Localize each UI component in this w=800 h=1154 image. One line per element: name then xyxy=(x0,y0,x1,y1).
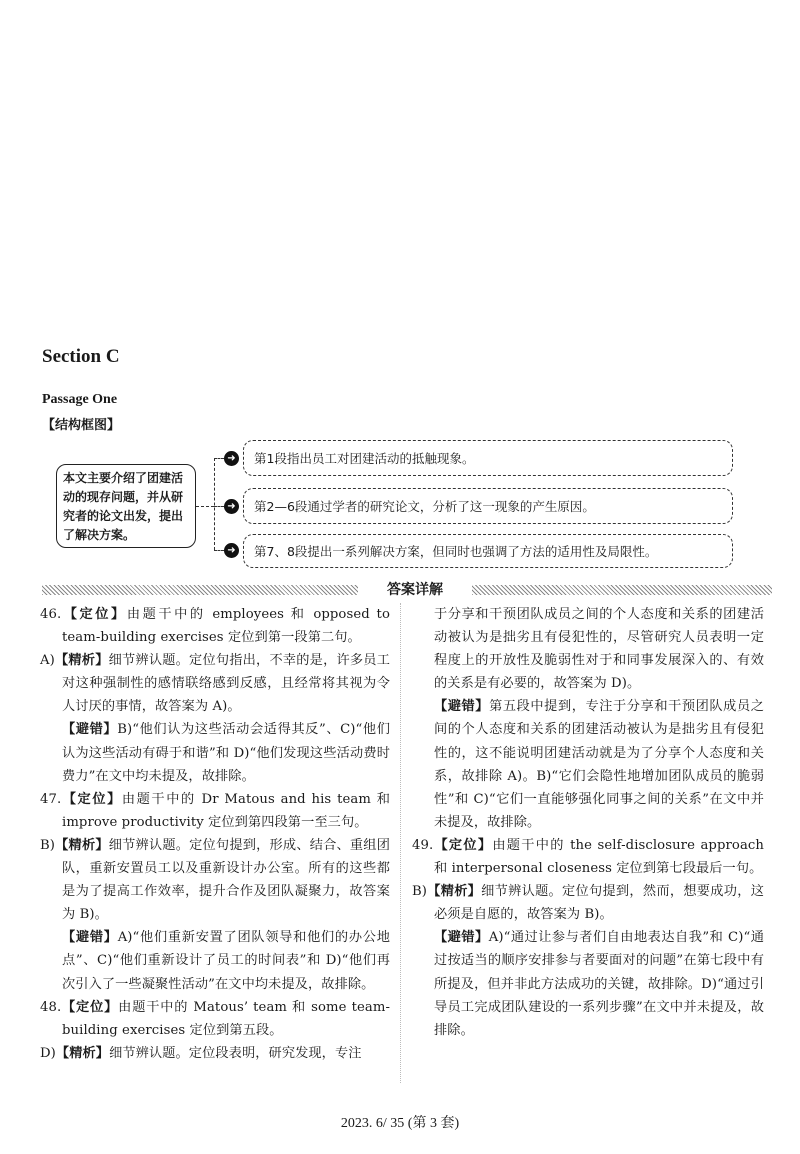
banner-hatch xyxy=(472,585,772,595)
banner-label: 答案详解 xyxy=(360,579,470,599)
answer-paragraph: A)【精析】细节辨认题。定位句指出，不幸的是，许多员工对这种强制性的感情联络感到反感，且经常将其视为令人讨厌的事情，故答案为 A)。 xyxy=(40,653,390,715)
connector-line xyxy=(214,458,215,550)
answer-paragraph: 【避错】A)“通过让参与者们自由地表达自我”和 C)“通过按适当的顺序安排参与者要面对的问题”在第七段中有所提及，但并非此方法成功的关键，故排除。D)“通过引导员工完成团队建设的一系列步骤”在文中并未提及，故排除。 xyxy=(434,930,764,1038)
answer-paragraph: 47.【定位】由题干中的 Dr Matous and his team 和 improve productivity 定位到第四段第一至三句。 xyxy=(40,791,391,830)
connector-line xyxy=(214,458,224,459)
passage-title: Passage One xyxy=(42,392,118,407)
framework-point-text: 第1段指出员工对团建活动的抵触现象。 xyxy=(254,451,475,466)
answer-banner xyxy=(42,582,772,597)
section-title: Section C xyxy=(42,346,120,367)
arrow-right-icon: ➜ xyxy=(224,499,239,514)
left-column xyxy=(40,603,390,1065)
arrow-right-icon: ➜ xyxy=(224,543,239,558)
connector-line xyxy=(196,506,214,507)
answer-paragraph: 【避错】第五段中提到，专注于分享和干预团队成员之间的个人态度和关系的团建活动被认为是拙劣且有侵犯性的，这不能说明团建活动就是为了分享个人态度和关系，故排除 A)。B)“它们会隐性地增加团队成员的脆弱性”和 C)“它们一直能够强化同事之间的关系”在文中并未提及，故排除。 xyxy=(434,699,765,830)
right-column xyxy=(412,603,764,1042)
answer-paragraph: B)【精析】细节辨认题。定位句提到，形成、结合、重组团队，重新安置员工以及重新设计办公室。所有的这些都是为了提高工作效率，提升合作及团队凝聚力，故答案为 B)。 xyxy=(40,837,390,923)
connector-line xyxy=(214,550,224,551)
framework-point-text: 第2—6段通过学者的研究论文，分析了这一现象的产生原因。 xyxy=(254,499,595,514)
framework-point-3 xyxy=(243,534,733,568)
framework-point-1 xyxy=(243,440,733,476)
answer-paragraph: 【避错】B)“他们认为这些活动会适得其反”、C)“他们认为这些活动有碍于和谐”和 D)“他们发现这些活动费时费力”在文中均未提及，故排除。 xyxy=(62,722,390,784)
answer-paragraph: B)【精析】细节辨认题。定位句提到，然而，想要成功，这必须是自愿的，故答案为 B)。 xyxy=(412,884,764,923)
answer-paragraph: 48.【定位】由题干中的 Matous’ team 和 some team-building exercises 定位到第五段。 xyxy=(40,999,390,1038)
framework-point-2 xyxy=(243,488,733,524)
banner-hatch xyxy=(42,585,358,595)
answer-paragraph: D)【精析】细节辨认题。定位段表明，研究发现，专注 xyxy=(40,1045,362,1061)
page-footer: 2023. 6/ 35 (第 3 套) xyxy=(340,1116,460,1131)
connector-line xyxy=(214,506,224,507)
answer-paragraph: 【避错】A)“他们重新安置了团队领导和他们的办公地点”、C)“他们重新设计了员工的时间表”和 D)“他们再次引入了一些凝聚性活动”在文中均未提及，故排除。 xyxy=(62,930,390,992)
arrow-right-icon: ➜ xyxy=(224,451,239,466)
framework-point-text: 第7、8段提出一系列解决方案，但同时也强调了方法的适用性及局限性。 xyxy=(254,544,658,559)
answer-paragraph: 49.【定位】由题干中的 the self-disclosure approach 和 interpersonal closeness 定位到第七段最后一句。 xyxy=(412,837,764,877)
answer-paragraph: 46.【定位】由题干中的 employees 和 opposed to team-building exercises 定位到第一段第二句。 xyxy=(40,607,390,646)
framework-label: 【结构框图】 xyxy=(42,418,121,433)
framework-summary-box: 本文主要介绍了团建活动的现存问题，并从研究者的论文出发，提出了解决方案。 xyxy=(56,464,196,548)
answer-paragraph: 于分享和干预团队成员之间的个人态度和关系的团建活动被认为是拙劣且有侵犯性的，尽管研究人员表明一定程度上的开放性及脆弱性对于和同事发展深入的、有效的关系是有必要的，故答案为 D)。 xyxy=(434,607,764,692)
column-divider xyxy=(400,603,401,1083)
